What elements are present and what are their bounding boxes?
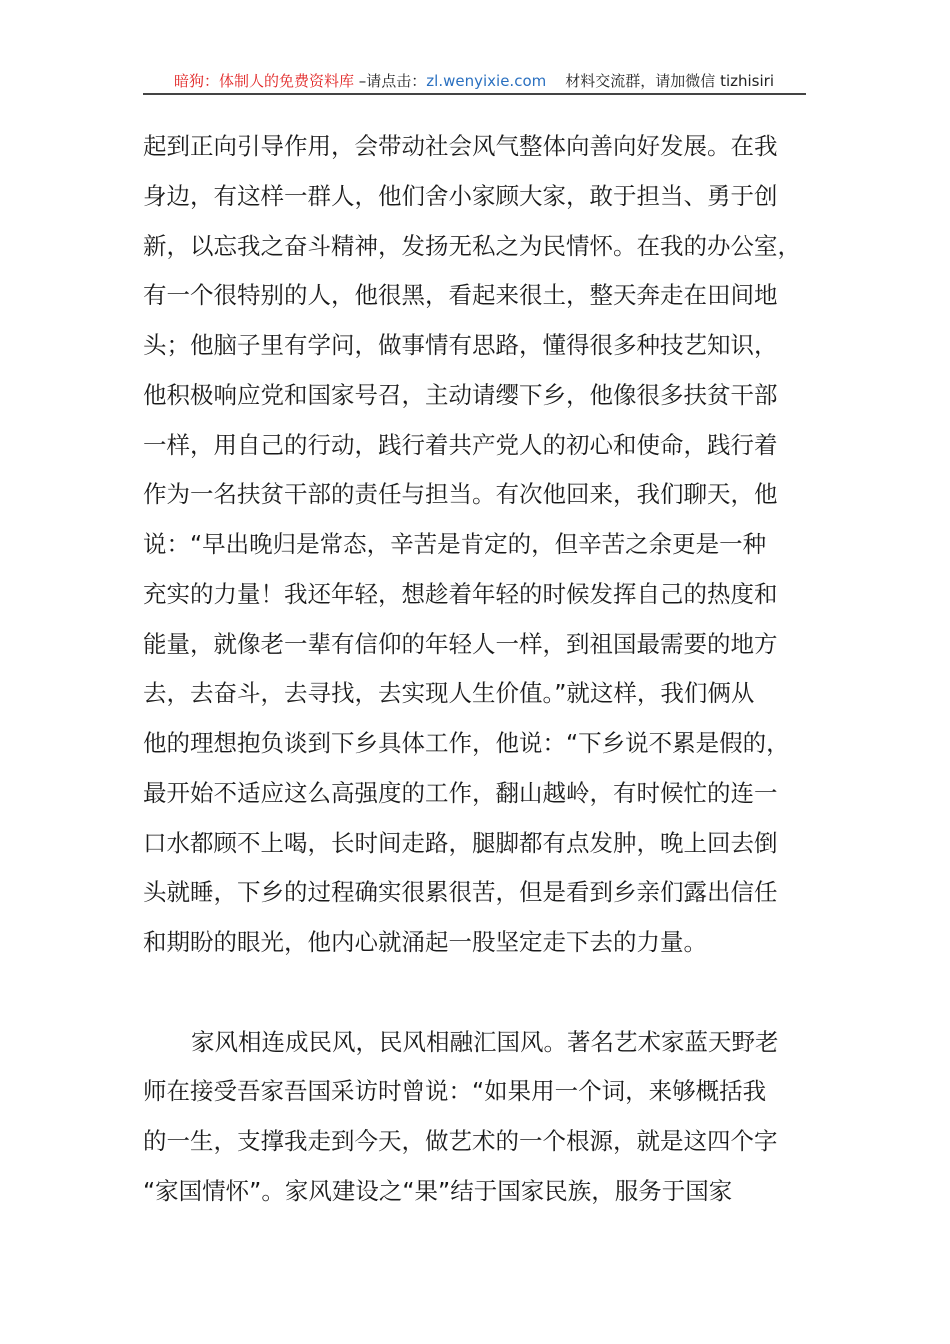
- text-line: 身边，有这样一群人，他们舍小家顾大家，敢于担当、勇于创: [143, 181, 778, 210]
- text-line: 口水都顾不上喝，长时间走路，腿脚都有点发肿，晚上回去倒: [143, 828, 778, 857]
- paragraph-gap: [143, 968, 823, 1018]
- page-header: [143, 70, 805, 94]
- text-line: 起到正向引导作用，会带动社会风气整体向善向好发展。在我: [143, 132, 778, 160]
- paragraph-1: [143, 122, 823, 968]
- header-link[interactable]: zl.wenyixie.com: [426, 72, 547, 90]
- text-line: 和期盼的眼光，他内心就涌起一股坚定走下去的力量。: [143, 928, 707, 956]
- text-line: 能量，就像老一辈有信仰的年轻人一样，到祖国最需要的地方: [143, 629, 778, 658]
- text-line: 的一生，支撑我走到今天，做艺术的一个根源，就是这四个字: [143, 1127, 778, 1155]
- text-line: 充实的力量！我还年轻，想趁着年轻的时候发挥自己的热度和: [143, 579, 778, 608]
- text-line: 他积极响应党和国家号召，主动请缨下乡，他像很多扶贫干部: [143, 380, 778, 409]
- text-line: 头；他脑子里有学问，做事情有思路，懂得很多种技艺知识，: [143, 331, 778, 359]
- header-brand: 暗狗：体制人的免费资料库: [174, 72, 355, 90]
- text-line: 去，去奋斗，去寻找，去实现人生价值。”就这样，我们俩从: [143, 679, 755, 708]
- text-line: 头就睡，下乡的过程确实很累很苦，但是看到乡亲们露出信任: [143, 878, 778, 907]
- text-line: 一样，用自己的行动，践行着共产党人的初心和使命，践行着: [143, 430, 778, 459]
- text-line: 新，以忘我之奋斗精神，发扬无私之为民情怀。在我的办公室，: [143, 231, 801, 260]
- header-contact: 材料交流群，请加微信 tizhisiri: [546, 72, 774, 90]
- text-line: 他的理想抱负谈到下乡具体工作，他说：“下乡说不累是假的，: [143, 729, 790, 757]
- paragraph-2: [143, 1018, 823, 1217]
- text-line: 最开始不适应这么高强度的工作，翻山越岭，有时候忙的连一: [143, 778, 778, 807]
- header-divider: [143, 93, 806, 95]
- document-body: [143, 122, 823, 1217]
- text-line: 作为一名扶贫干部的责任与担当。有次他回来，我们聊天，他: [143, 480, 778, 509]
- text-line: 师在接受吾家吾国采访时曾说：“如果用一个词，来够概括我: [143, 1077, 767, 1106]
- header-prompt: –请点击：: [354, 72, 427, 90]
- text-line: 说：“早出晚归是常态，辛苦是肯定的，但辛苦之余更是一种: [143, 530, 767, 558]
- text-line: 有一个很特别的人，他很黑，看起来很土，整天奔走在田间地: [143, 281, 778, 310]
- text-line: 家风相连成民风，民风相融汇国风。著名艺术家蓝天野老: [191, 1027, 779, 1056]
- text-line: “家国情怀”。家风建设之“果”结于国家民族，服务于国家: [143, 1176, 733, 1205]
